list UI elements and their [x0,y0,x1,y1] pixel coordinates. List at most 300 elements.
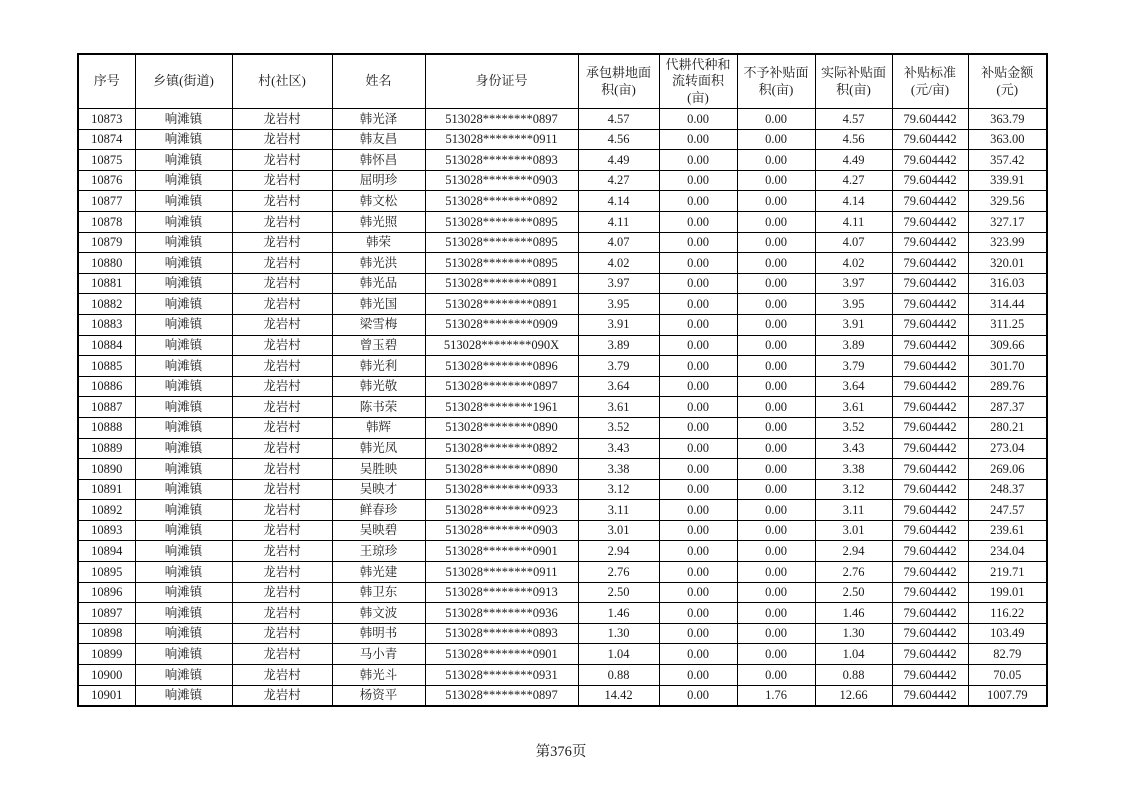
table-cell: 龙岩村 [232,211,332,232]
table-cell: 韩友昌 [332,129,425,150]
table-cell: 响滩镇 [135,150,232,171]
table-cell: 1.46 [578,603,659,624]
table-cell: 79.604442 [892,438,968,459]
table-cell: 363.00 [968,129,1047,150]
table-cell: 鲜春珍 [332,500,425,521]
table-cell: 响滩镇 [135,541,232,562]
table-cell: 3.89 [815,335,892,356]
table-cell: 龙岩村 [232,623,332,644]
table-cell: 0.00 [659,479,737,500]
table-cell: 10881 [78,273,135,294]
table-cell: 0.00 [737,170,815,191]
table-cell: 响滩镇 [135,170,232,191]
table-cell: 10876 [78,170,135,191]
table-cell: 3.89 [578,335,659,356]
table-cell: 0.00 [659,397,737,418]
table-cell: 4.07 [815,232,892,253]
table-cell: 10895 [78,562,135,583]
column-header: 实际补贴面积(亩) [815,54,892,109]
table-cell: 响滩镇 [135,335,232,356]
table-cell: 0.00 [659,191,737,212]
table-cell: 10879 [78,232,135,253]
table-cell: 韩光品 [332,273,425,294]
table-cell: 1.46 [815,603,892,624]
table-cell: 韩光国 [332,294,425,315]
table-cell: 龙岩村 [232,314,332,335]
table-cell: 响滩镇 [135,191,232,212]
table-cell: 79.604442 [892,376,968,397]
table-cell: 0.00 [737,562,815,583]
table-cell: 1.76 [737,685,815,706]
table-cell: 0.88 [578,665,659,686]
table-cell: 0.00 [659,253,737,274]
table-cell: 513028********0895 [425,232,578,253]
table-cell: 曾玉碧 [332,335,425,356]
table-cell: 513028********0936 [425,603,578,624]
table-cell: 韩文松 [332,191,425,212]
table-cell: 79.604442 [892,253,968,274]
table-cell: 0.00 [737,665,815,686]
table-row [78,644,1047,665]
table-cell: 79.604442 [892,211,968,232]
table-row [78,294,1047,315]
table-cell: 响滩镇 [135,109,232,130]
table-cell: 273.04 [968,438,1047,459]
table-cell: 0.88 [815,665,892,686]
table-cell: 79.604442 [892,623,968,644]
table-cell: 0.00 [659,129,737,150]
table-body [78,109,1047,707]
table-cell: 吴映才 [332,479,425,500]
table-cell: 513028********0923 [425,500,578,521]
table-cell: 龙岩村 [232,438,332,459]
table-cell: 0.00 [737,253,815,274]
table-cell: 3.38 [815,459,892,480]
table-cell: 0.00 [737,273,815,294]
table-cell: 2.94 [815,541,892,562]
table-cell: 0.00 [659,356,737,377]
table-cell: 响滩镇 [135,665,232,686]
table-cell: 韩荣 [332,232,425,253]
table-cell: 0.00 [737,520,815,541]
table-cell: 响滩镇 [135,500,232,521]
table-cell: 0.00 [737,129,815,150]
table-cell: 0.00 [659,150,737,171]
table-row [78,314,1047,335]
table-cell: 3.64 [815,376,892,397]
table-row [78,417,1047,438]
table-row [78,253,1047,274]
table-cell: 316.03 [968,273,1047,294]
table-cell: 79.604442 [892,129,968,150]
table-cell: 199.01 [968,582,1047,603]
table-cell: 0.00 [737,500,815,521]
table-cell: 龙岩村 [232,685,332,706]
table-cell: 3.12 [578,479,659,500]
table-cell: 响滩镇 [135,562,232,583]
table-cell: 10899 [78,644,135,665]
table-cell: 0.00 [659,665,737,686]
table-cell: 513028********0897 [425,685,578,706]
table-cell: 513028********0890 [425,417,578,438]
table-cell: 287.37 [968,397,1047,418]
table-cell: 10887 [78,397,135,418]
table-cell: 龙岩村 [232,603,332,624]
table-cell: 79.604442 [892,109,968,130]
table-cell: 79.604442 [892,520,968,541]
table-cell: 0.00 [659,314,737,335]
table-cell: 韩光凤 [332,438,425,459]
table-cell: 0.00 [737,314,815,335]
table-row [78,582,1047,603]
table-cell: 323.99 [968,232,1047,253]
table-cell: 10891 [78,479,135,500]
column-header: 不予补贴面积(亩) [737,54,815,109]
table-cell: 韩怀昌 [332,150,425,171]
table-cell: 响滩镇 [135,129,232,150]
table-cell: 响滩镇 [135,211,232,232]
table-cell: 响滩镇 [135,294,232,315]
table-cell: 10893 [78,520,135,541]
table-cell: 4.49 [815,150,892,171]
table-cell: 320.01 [968,253,1047,274]
table-cell: 龙岩村 [232,109,332,130]
table-cell: 116.22 [968,603,1047,624]
table-cell: 龙岩村 [232,129,332,150]
table-cell: 0.00 [659,335,737,356]
table-cell: 0.00 [659,211,737,232]
table-cell: 301.70 [968,356,1047,377]
table-cell: 79.604442 [892,603,968,624]
table-cell: 311.25 [968,314,1047,335]
table-cell: 269.06 [968,459,1047,480]
table-cell: 响滩镇 [135,397,232,418]
table-cell: 4.14 [578,191,659,212]
table-row [78,685,1047,706]
column-header: 身份证号 [425,54,578,109]
table-cell: 357.42 [968,150,1047,171]
table-cell: 响滩镇 [135,417,232,438]
table-cell: 79.604442 [892,314,968,335]
table-cell: 0.00 [737,397,815,418]
table-row [78,562,1047,583]
table-cell: 79.604442 [892,500,968,521]
table-cell: 289.76 [968,376,1047,397]
table-cell: 0.00 [659,170,737,191]
table-cell: 10901 [78,685,135,706]
table-cell: 4.02 [815,253,892,274]
table-row [78,479,1047,500]
table-cell: 3.38 [578,459,659,480]
table-row [78,500,1047,521]
table-cell: 513028********0893 [425,623,578,644]
table-cell: 3.61 [815,397,892,418]
table-cell: 10875 [78,150,135,171]
table-cell: 1007.79 [968,685,1047,706]
column-header: 补贴标准(元/亩) [892,54,968,109]
table-cell: 513028********0896 [425,356,578,377]
table-cell: 2.76 [815,562,892,583]
table-cell: 响滩镇 [135,603,232,624]
table-cell: 3.01 [815,520,892,541]
table-row [78,541,1047,562]
table-header-row [78,54,1047,109]
table-cell: 363.79 [968,109,1047,130]
table-cell: 0.00 [737,335,815,356]
table-cell: 陈书荣 [332,397,425,418]
table-cell: 513028********0892 [425,438,578,459]
table-cell: 0.00 [737,232,815,253]
table-cell: 韩光照 [332,211,425,232]
table-cell: 79.604442 [892,273,968,294]
column-header: 村(社区) [232,54,332,109]
table-cell: 513028********0895 [425,253,578,274]
table-cell: 龙岩村 [232,335,332,356]
table-cell: 1.04 [815,644,892,665]
table-cell: 79.604442 [892,665,968,686]
table-cell: 0.00 [737,211,815,232]
table-cell: 3.79 [815,356,892,377]
table-cell: 10896 [78,582,135,603]
table-cell: 0.00 [737,459,815,480]
table-cell: 屈明珍 [332,170,425,191]
table-cell: 10880 [78,253,135,274]
table-cell: 219.71 [968,562,1047,583]
table-cell: 吴映碧 [332,520,425,541]
table-cell: 吴胜映 [332,459,425,480]
column-header: 补贴金额(元) [968,54,1047,109]
table-cell: 0.00 [737,294,815,315]
table-cell: 韩明书 [332,623,425,644]
table-cell: 3.95 [578,294,659,315]
table-cell: 10898 [78,623,135,644]
table-cell: 3.11 [815,500,892,521]
table-cell: 龙岩村 [232,562,332,583]
table-row [78,397,1047,418]
table-cell: 3.52 [578,417,659,438]
table-cell: 3.43 [578,438,659,459]
table-cell: 79.604442 [892,459,968,480]
table-cell: 韩辉 [332,417,425,438]
table-cell: 0.00 [659,685,737,706]
table-cell: 0.00 [737,376,815,397]
table-cell: 234.04 [968,541,1047,562]
table-cell: 龙岩村 [232,232,332,253]
table-cell: 0.00 [659,438,737,459]
table-row [78,665,1047,686]
table-cell: 513028********0911 [425,562,578,583]
table-cell: 513028********0913 [425,582,578,603]
table-cell: 响滩镇 [135,520,232,541]
table-cell: 79.604442 [892,150,968,171]
table-cell: 513028********1961 [425,397,578,418]
table-cell: 响滩镇 [135,459,232,480]
table-cell: 韩光泽 [332,109,425,130]
table-cell: 0.00 [659,541,737,562]
table-cell: 0.00 [737,109,815,130]
table-cell: 4.56 [578,129,659,150]
table-row [78,603,1047,624]
table-cell: 79.604442 [892,479,968,500]
table-cell: 10885 [78,356,135,377]
table-cell: 513028********0897 [425,376,578,397]
table-cell: 513028********0903 [425,520,578,541]
table-cell: 龙岩村 [232,150,332,171]
table-row [78,623,1047,644]
table-cell: 3.61 [578,397,659,418]
table-cell: 513028********0903 [425,170,578,191]
table-cell: 513028********0892 [425,191,578,212]
table-cell: 79.604442 [892,294,968,315]
table-cell: 韩光敬 [332,376,425,397]
table-cell: 3.52 [815,417,892,438]
table-cell: 3.97 [815,273,892,294]
table-cell: 龙岩村 [232,582,332,603]
table-cell: 82.79 [968,644,1047,665]
column-header: 姓名 [332,54,425,109]
table-cell: 3.91 [578,314,659,335]
table-cell: 韩光洪 [332,253,425,274]
table-cell: 79.604442 [892,191,968,212]
table-row [78,232,1047,253]
table-cell: 248.37 [968,479,1047,500]
table-cell: 513028********0891 [425,273,578,294]
table-cell: 龙岩村 [232,376,332,397]
table-cell: 4.27 [815,170,892,191]
table-cell: 响滩镇 [135,623,232,644]
table-cell: 杨资平 [332,685,425,706]
table-cell: 79.604442 [892,541,968,562]
table-cell: 0.00 [659,644,737,665]
table-cell: 龙岩村 [232,170,332,191]
table-cell: 79.604442 [892,232,968,253]
table-cell: 龙岩村 [232,520,332,541]
table-row [78,129,1047,150]
subsidy-table [77,53,1048,707]
table-cell: 0.00 [737,603,815,624]
table-cell: 513028********0931 [425,665,578,686]
table-cell: 79.604442 [892,356,968,377]
table-cell: 12.66 [815,685,892,706]
table-cell: 513028********0911 [425,129,578,150]
table-cell: 0.00 [737,356,815,377]
table-row [78,376,1047,397]
table-cell: 响滩镇 [135,644,232,665]
table-cell: 79.604442 [892,417,968,438]
table-cell: 14.42 [578,685,659,706]
table-cell: 0.00 [737,479,815,500]
table-cell: 龙岩村 [232,459,332,480]
table-cell: 龙岩村 [232,191,332,212]
table-cell: 3.12 [815,479,892,500]
table-cell: 龙岩村 [232,273,332,294]
table-cell: 327.17 [968,211,1047,232]
table-cell: 513028********0897 [425,109,578,130]
table-cell: 韩光斗 [332,665,425,686]
table-cell: 10884 [78,335,135,356]
table-cell: 响滩镇 [135,253,232,274]
table-cell: 513028********0895 [425,211,578,232]
table-cell: 10890 [78,459,135,480]
table-cell: 4.49 [578,150,659,171]
table-cell: 4.11 [815,211,892,232]
page-number: 第376页 [535,744,587,760]
table-cell: 0.00 [659,273,737,294]
table-cell: 0.00 [737,438,815,459]
table-cell: 4.11 [578,211,659,232]
table-cell: 513028********0893 [425,150,578,171]
table-cell: 韩文波 [332,603,425,624]
table-cell: 10873 [78,109,135,130]
table-cell: 10878 [78,211,135,232]
table-row [78,520,1047,541]
table-cell: 梁雪梅 [332,314,425,335]
table-cell: 4.56 [815,129,892,150]
table-cell: 龙岩村 [232,665,332,686]
table-cell: 79.604442 [892,582,968,603]
table-cell: 龙岩村 [232,479,332,500]
table-cell: 4.02 [578,253,659,274]
column-header: 承包耕地面积(亩) [578,54,659,109]
table-row [78,109,1047,130]
table-cell: 10892 [78,500,135,521]
column-header: 代耕代种和流转面积(亩) [659,54,737,109]
table-cell: 3.79 [578,356,659,377]
table-cell: 1.04 [578,644,659,665]
table-cell: 0.00 [659,520,737,541]
table-cell: 513028********0901 [425,541,578,562]
table-cell: 0.00 [659,417,737,438]
table-cell: 龙岩村 [232,253,332,274]
table-row [78,150,1047,171]
table-cell: 339.91 [968,170,1047,191]
table-cell: 247.57 [968,500,1047,521]
table-cell: 响滩镇 [135,273,232,294]
table-cell: 513028********0891 [425,294,578,315]
table-cell: 韩光利 [332,356,425,377]
table-row [78,273,1047,294]
table-cell: 309.66 [968,335,1047,356]
table-cell: 王琼珍 [332,541,425,562]
table-cell: 响滩镇 [135,479,232,500]
table-row [78,335,1047,356]
table-cell: 龙岩村 [232,541,332,562]
table-cell: 响滩镇 [135,232,232,253]
table-cell: 响滩镇 [135,582,232,603]
table-cell: 10889 [78,438,135,459]
table-row [78,438,1047,459]
table-cell: 10883 [78,314,135,335]
table-cell: 2.94 [578,541,659,562]
table-cell: 龙岩村 [232,417,332,438]
table-cell: 10897 [78,603,135,624]
table-cell: 马小青 [332,644,425,665]
table-cell: 0.00 [737,150,815,171]
table-cell: 0.00 [659,603,737,624]
table-cell: 3.97 [578,273,659,294]
table-cell: 0.00 [737,417,815,438]
table-cell: 10877 [78,191,135,212]
table-cell: 79.604442 [892,397,968,418]
table-cell: 0.00 [659,562,737,583]
table-cell: 0.00 [737,191,815,212]
table-cell: 1.30 [815,623,892,644]
table-cell: 响滩镇 [135,438,232,459]
table-cell: 0.00 [659,459,737,480]
table-cell: 513028********0909 [425,314,578,335]
table-cell: 0.00 [659,232,737,253]
table-cell: 79.604442 [892,170,968,191]
